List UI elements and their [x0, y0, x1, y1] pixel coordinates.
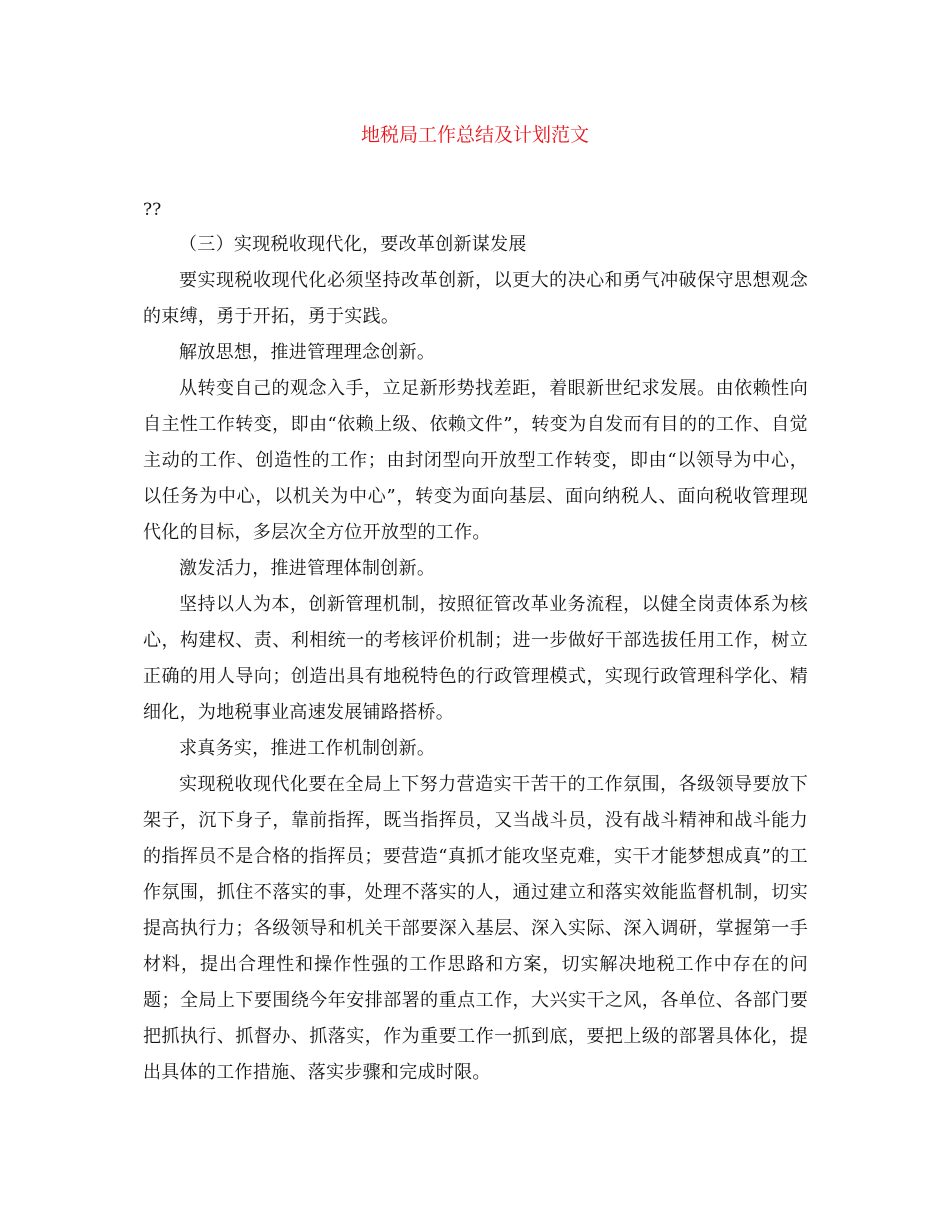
- placeholder-marker: ??: [143, 200, 162, 220]
- section-heading: （三）实现税收现代化，要改革创新谋发展: [179, 234, 527, 255]
- subheading: 激发活力，推进管理体制创新。: [179, 558, 436, 579]
- document-title: 地税局工作总结及计划范文: [360, 124, 589, 146]
- paragraph: 实现税收现代化要在全局上下努力营造实干苦干的工作氛围，各级领导要放下架子，沉下身子，靠前指挥，既当指挥员，又当战斗员，没有战斗精神和战斗能力的指挥员不是合格的指挥员；要营造“真抓才能攻坚克难，实干才能梦想成真”的工作氛围，抓住不落实的事，处理不落实的人，通过建立和落实效能监督机制，切实提高执行力；各级领导和机关干部要深入基层、深入实际、深入调研，掌握第一手材料，提出合理性和操作性强的工作思路和方案，切实解决地税工作中存在的问题；全局上下要围绕今年安排部署的重点工作，大兴实干之风，各单位、各部门要把抓执行、抓督办、抓落实，作为重要工作一抓到底，要把上级的部署具体化，提出具体的工作措施、落实步骤和完成时限。: [143, 774, 808, 1083]
- document-body: [143, 193, 808, 1091]
- subheading: 求真务实，推进工作机制创新。: [179, 738, 436, 759]
- paragraph: 坚持以人为本，创新管理机制，按照征管改革业务流程，以健全岗责体系为核心，构建权、责、利相统一的考核评价机制；进一步做好干部选拔任用工作，树立正确的用人导向；创造出具有地税特色的行政管理模式，实现行政管理科学化、精细化，为地税事业高速发展铺路搭桥。: [143, 594, 808, 723]
- paragraph: 从转变自己的观念入手，立足新形势找差距，着眼新世纪求发展。由依赖性向自主性工作转变，即由“依赖上级、依赖文件”，转变为自发而有目的的工作、自觉主动的工作、创造性的工作；由封闭型向开放型工作转变，即由“以领导为中心，以任务为中心，以机关为中心”，转变为面向基层、面向纳税人、面向税收管理现代化的目标，多层次全方位开放型的工作。: [143, 378, 808, 543]
- subheading: 解放思想，推进管理理念创新。: [179, 342, 436, 363]
- paragraph: 要实现税收现代化必须坚持改革创新，以更大的决心和勇气冲破保守思想观念的束缚，勇于开拓，勇于实践。: [143, 270, 808, 327]
